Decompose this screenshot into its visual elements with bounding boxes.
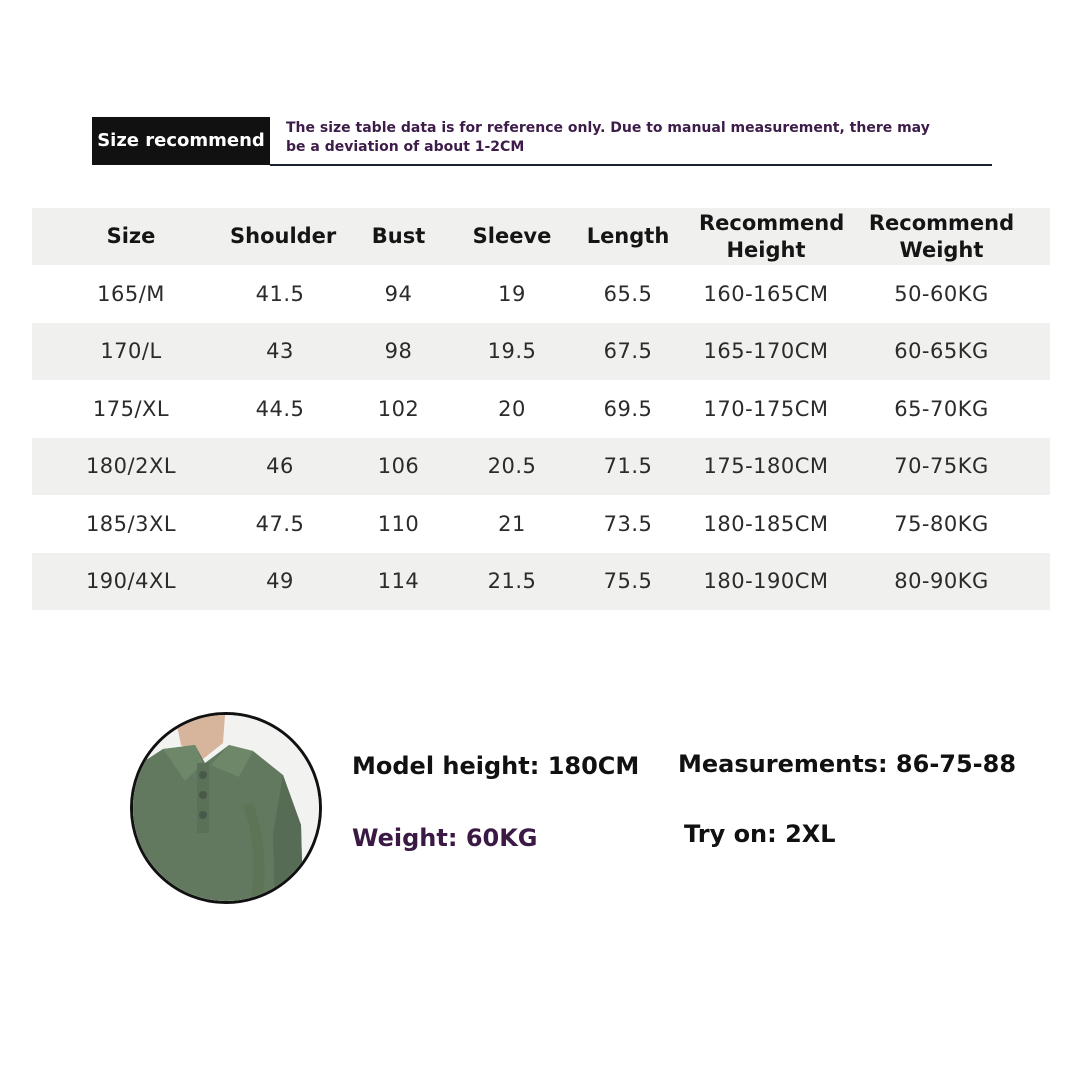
table-row — [32, 380, 1050, 438]
cell-length: 73.5 — [603, 511, 653, 536]
header-title: Size recommend — [92, 117, 270, 165]
column-header-shoulder: Shoulder — [230, 224, 337, 248]
cell-sleeve: 20.5 — [487, 454, 537, 479]
green-polo-shirt-image — [133, 715, 319, 901]
cell-shoulder: 49 — [266, 569, 294, 594]
cell-bust: 110 — [377, 511, 420, 536]
cell-length: 75.5 — [603, 569, 653, 594]
table-header-row — [32, 208, 1050, 265]
size-table — [32, 208, 1050, 610]
table-row — [32, 495, 1050, 553]
cell-recommend-height: 180-185CM — [703, 511, 829, 536]
column-header-recommend-height: Recommend Height — [699, 210, 845, 262]
cell-bust: 102 — [377, 396, 420, 421]
cell-shoulder: 44.5 — [255, 396, 305, 421]
column-header-recommend-weight: Recommend Weight — [868, 210, 1015, 262]
cell-recommend-weight: 60-65KG — [894, 339, 989, 364]
cell-recommend-height: 180-190CM — [703, 569, 829, 594]
cell-shoulder: 47.5 — [255, 511, 305, 536]
cell-length: 65.5 — [603, 281, 653, 306]
cell-size: 170/L — [100, 339, 162, 364]
cell-shoulder: 43 — [266, 339, 294, 364]
cell-bust: 114 — [377, 569, 420, 594]
table-row — [32, 553, 1050, 611]
column-header-size: Size — [106, 224, 156, 248]
model-measurements-label: Measurements: 86-75-88 — [678, 750, 1017, 778]
model-weight-label: Weight: 60KG — [352, 824, 538, 852]
cell-sleeve: 19 — [498, 281, 526, 306]
cell-size: 180/2XL — [85, 454, 177, 479]
cell-size: 175/XL — [92, 396, 170, 421]
cell-sleeve: 20 — [498, 396, 526, 421]
cell-recommend-height: 175-180CM — [703, 454, 829, 479]
cell-shoulder: 46 — [266, 454, 294, 479]
column-header-length: Length — [586, 224, 670, 248]
header-divider — [270, 164, 992, 166]
column-header-bust: Bust — [371, 224, 426, 248]
table-row — [32, 438, 1050, 496]
cell-recommend-weight: 65-70KG — [894, 396, 989, 421]
column-header-sleeve: Sleeve — [472, 224, 552, 248]
cell-size: 185/3XL — [85, 511, 177, 536]
cell-recommend-weight: 50-60KG — [894, 281, 989, 306]
cell-length: 67.5 — [603, 339, 653, 364]
model-height-label: Model height: 180CM — [352, 752, 640, 780]
cell-recommend-weight: 80-90KG — [894, 569, 989, 594]
cell-length: 69.5 — [603, 396, 653, 421]
cell-recommend-height: 160-165CM — [703, 281, 829, 306]
cell-size: 165/M — [97, 281, 165, 306]
size-header — [92, 117, 992, 167]
cell-length: 71.5 — [603, 454, 653, 479]
cell-bust: 106 — [377, 454, 420, 479]
cell-recommend-height: 170-175CM — [703, 396, 829, 421]
cell-recommend-weight: 75-80KG — [894, 511, 989, 536]
cell-bust: 98 — [384, 339, 413, 364]
cell-shoulder: 41.5 — [255, 281, 305, 306]
cell-bust: 94 — [384, 281, 413, 306]
cell-size: 190/4XL — [85, 569, 177, 594]
model-photo — [130, 712, 322, 904]
cell-sleeve: 19.5 — [487, 339, 537, 364]
table-row — [32, 323, 1050, 381]
table-row — [32, 265, 1050, 323]
cell-sleeve: 21.5 — [487, 569, 537, 594]
cell-sleeve: 21 — [498, 511, 526, 536]
cell-recommend-weight: 70-75KG — [894, 454, 989, 479]
cell-recommend-height: 165-170CM — [703, 339, 829, 364]
model-try-on-label: Try on: 2XL — [684, 820, 836, 848]
header-note: The size table data is for reference only. Due to manual measurement, there may be a deviation of about 1-2CM — [286, 120, 930, 155]
